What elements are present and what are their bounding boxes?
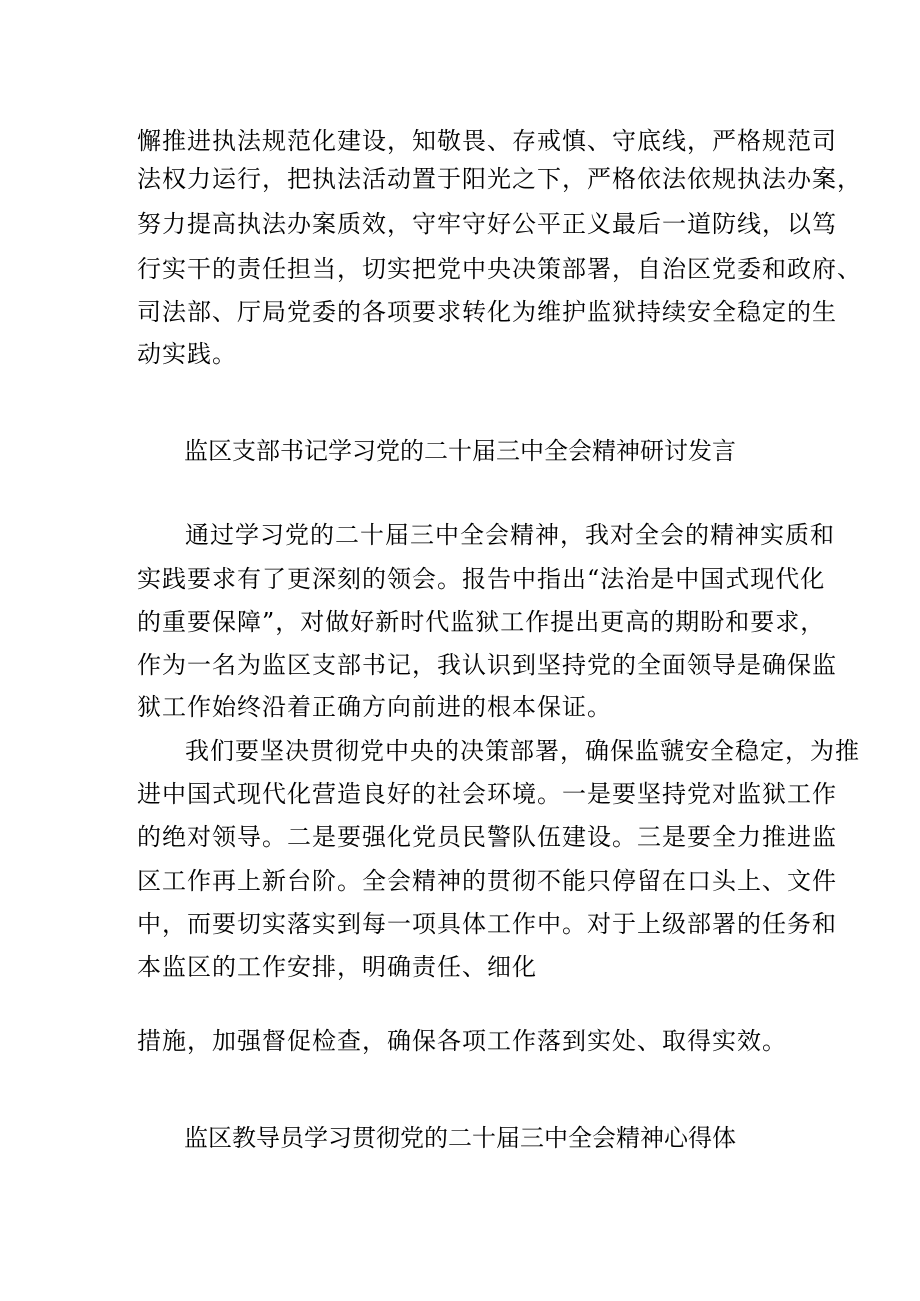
text-line: 我们要坚决贯彻党中央的决策部署，确保监虢安全稳定，为推 <box>185 737 860 765</box>
text-line: 本监区的工作安排，明确责任、细化 <box>137 953 537 981</box>
text-line: 的绝对领导。二是要强化党员民警队伍建设。三是要全力推进监 <box>137 823 837 851</box>
text-line: 动实践。 <box>137 340 237 368</box>
text-line: 中，而要切实落实到每一项具体工作中。对于上级部署的任务和 <box>137 910 837 938</box>
section-heading: 监区支部书记学习党的二十届三中全会精神研讨发言 <box>184 437 736 465</box>
text-line: 措施，加强督促检查，确保各项工作落到实处、取得实效。 <box>137 1027 787 1055</box>
text-line: 懈推进执法规范化建设，知敬畏、存戒慎、守底线，严格规范司 <box>137 127 837 155</box>
text-line: 通过学习党的二十届三中全会精神，我对全会的精神实质和 <box>185 521 835 549</box>
text-line: 区工作再上新台阶。全会精神的贯彻不能只停留在口头上、文件 <box>137 867 837 895</box>
text-line: 狱工作始终沿着正确方向前进的根本保证。 <box>137 693 612 721</box>
section-heading: 监区教导员学习贯彻党的二十届三中全会精神心得体 <box>184 1124 736 1152</box>
text-line: 法权力运行，把执法活动置于阳光之下，严格依法依规执法办案， <box>137 165 862 193</box>
text-line: 进中国式现代化营造良好的社会环境。一是要坚持党对监狱工作 <box>137 780 837 808</box>
text-line: 努力提高执法办案质效，守牢守好公平正义最后一道防线，以笃 <box>137 210 837 238</box>
text-line: 司法部、厅局党委的各项要求转化为维护监狱持续安全稳定的生 <box>137 298 837 326</box>
text-line: 作为一名为监区支部书记，我认识到坚持党的全面领导是确保监 <box>137 651 837 679</box>
text-line: 行实干的责任担当，切实把党中央决策部署，自治区党委和政府、 <box>137 255 862 283</box>
text-line: 实践要求有了更深刻的领会。报告中指出“法治是中国式现代化 <box>137 565 826 593</box>
text-line: 的重要保障”，对做好新时代监狱工作提出更高的期盼和要求， <box>137 608 826 636</box>
